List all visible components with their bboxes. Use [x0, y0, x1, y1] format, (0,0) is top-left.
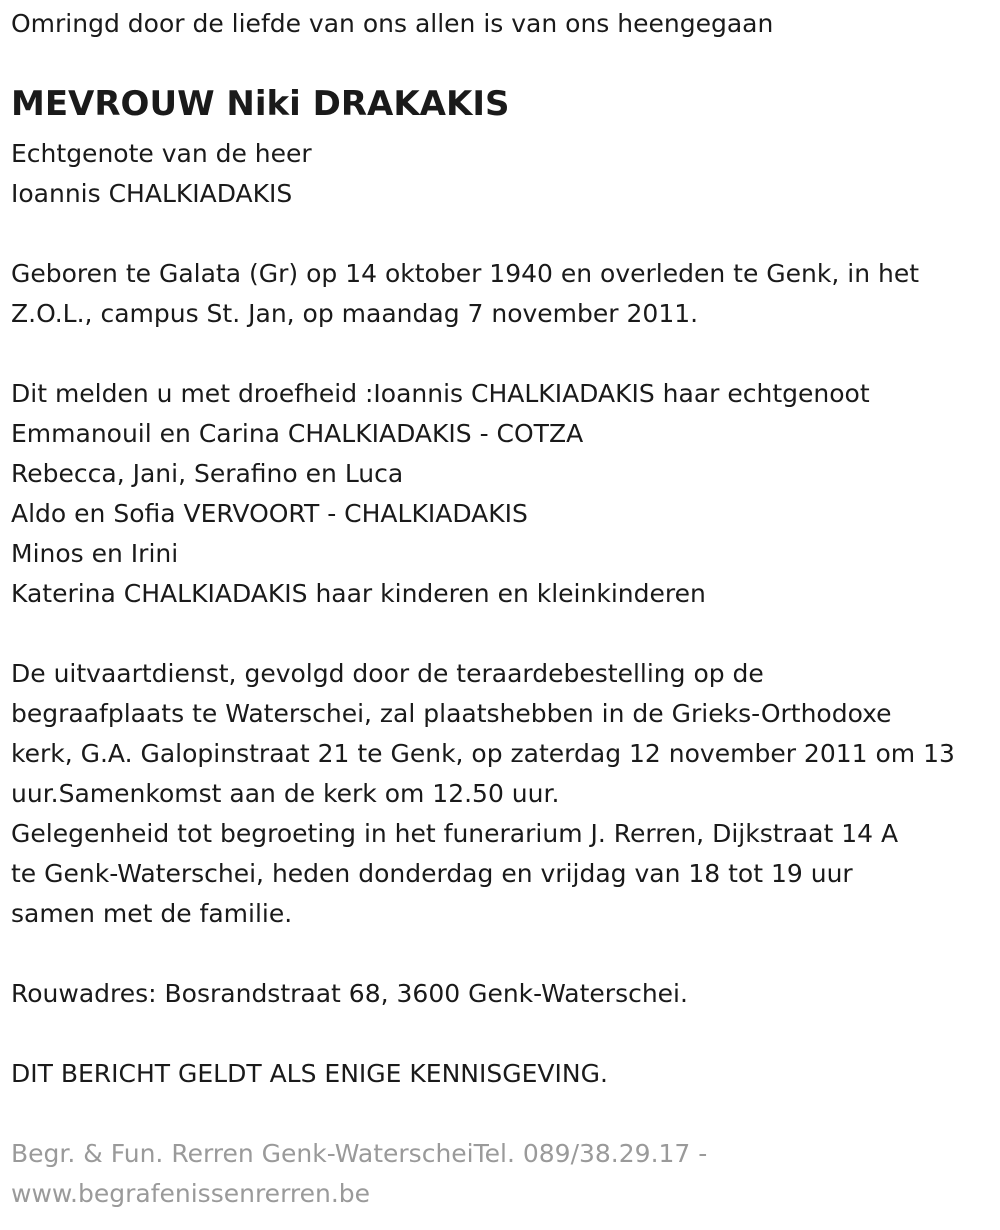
funeral-line: begraafplaats te Waterschei, zal plaatshebben in de Grieks-Orthodoxe	[11, 699, 892, 728]
notice-statement: DIT BERICHT GELDT ALS ENIGE KENNISGEVING.	[11, 1059, 608, 1088]
spouse-name: Ioannis CHALKIADAKIS	[11, 179, 293, 208]
funeral-line: samen met de familie.	[11, 899, 293, 928]
birth-death-line: Z.O.L., campus St. Jan, op maandag 7 november 2011.	[11, 299, 699, 328]
funeral-home-website: www.begrafenissenrerren.be	[11, 1179, 371, 1208]
funeral-line: uur.Samenkomst aan de kerk om 12.50 uur.	[11, 779, 560, 808]
funeral-line: kerk, G.A. Galopinstraat 21 te Genk, op zaterdag 12 november 2011 om 13	[11, 739, 955, 768]
family-line: Emmanouil en Carina CHALKIADAKIS - COTZA	[11, 419, 584, 448]
deceased-name: MEVROUW Niki DRAKAKIS	[11, 84, 510, 124]
intro-text: Omringd door de liefde van ons allen is van ons heengegaan	[11, 9, 774, 38]
family-line: Aldo en Sofia VERVOORT - CHALKIADAKIS	[11, 499, 528, 528]
funeral-line: De uitvaartdienst, gevolgd door de teraardebestelling op de	[11, 659, 764, 688]
funeral-home-line: Begr. & Fun. Rerren Genk-WaterscheiTel. 089/38.29.17 -	[11, 1139, 708, 1168]
funeral-line: te Genk-Waterschei, heden donderdag en vrijdag van 18 tot 19 uur	[11, 859, 853, 888]
family-line: Katerina CHALKIADAKIS haar kinderen en kleinkinderen	[11, 579, 706, 608]
family-line: Dit melden u met droefheid :Ioannis CHALKIADAKIS haar echtgenoot	[11, 379, 870, 408]
family-line: Rebecca, Jani, Serafino en Luca	[11, 459, 404, 488]
funeral-line: Gelegenheid tot begroeting in het funerarium J. Rerren, Dijkstraat 14 A	[11, 819, 899, 848]
mourning-address: Rouwadres: Bosrandstraat 68, 3600 Genk-Waterschei.	[11, 979, 688, 1008]
family-line: Minos en Irini	[11, 539, 179, 568]
spouse-line: Echtgenote van de heer	[11, 139, 312, 168]
birth-death-line: Geboren te Galata (Gr) op 14 oktober 1940 en overleden te Genk, in het	[11, 259, 920, 288]
